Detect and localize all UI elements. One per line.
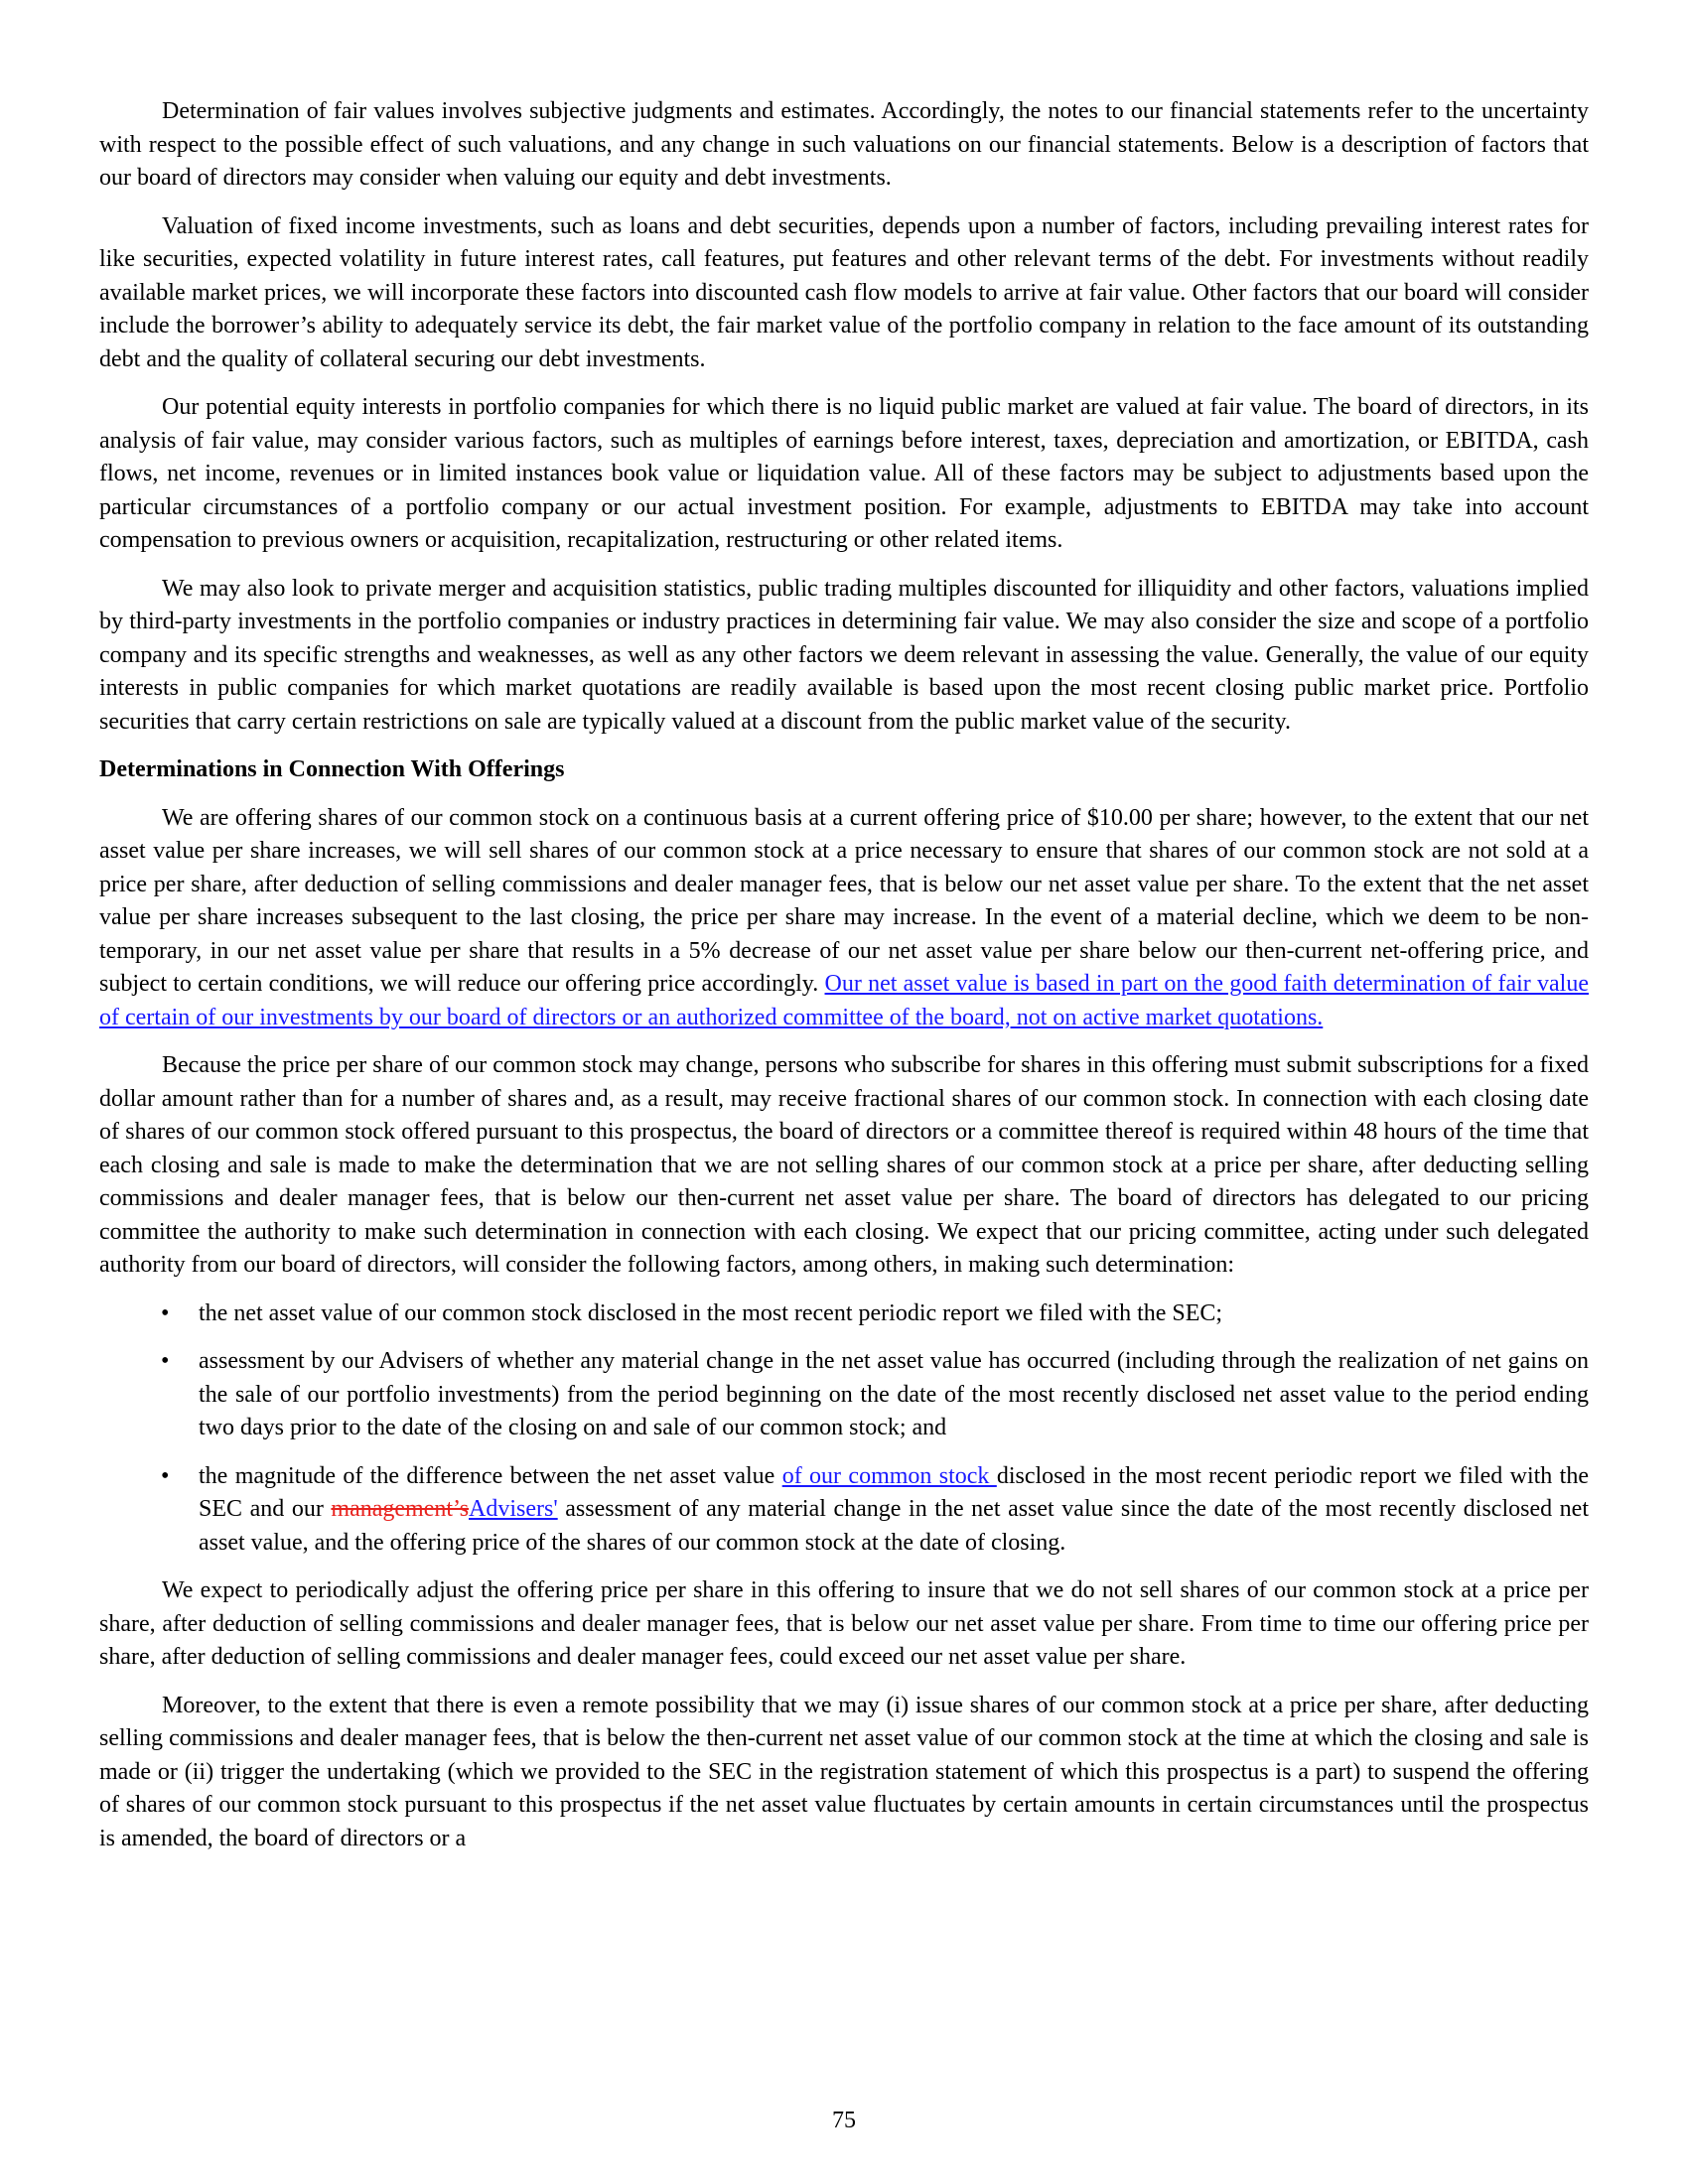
inserted-text-advisers: Advisers' [469,1496,558,1522]
paragraph-equity-interests-valuation: Our potential equity interests in portfolio companies for which there is no liquid public market are valued at fair value. The board of directors, in its analysis of fair value, may consider various factors, such as multiples of earnings before interest, taxes, depreciation and amortization, or EBITDA, cash flows, net income, revenues or in limited instances book value or liquidation value. All of these factors may be subject to adjustments based upon the particular circumstances of a portfolio company or our actual investment position. For example, adjustments to EBITDA may take into account compensation to previous owners or acquisition, recapitalization, restructuring or other related items. [99,394,1589,553]
paragraph-periodic-adjustment: We expect to periodically adjust the offering price per share in this offering to insure that we do not sell shares of our common stock at a price per share, after deduction of selling commissions and dealer manager fees, that is below our net asset value per share. From time to time our offering price per share, after deduction of selling commissions and dealer manager fees, could exceed our net asset value per share. [99,1577,1589,1670]
page-number: 75 [832,2108,856,2133]
list-item [99,1345,1589,1445]
paragraph-offering-price [99,802,1589,1035]
bullet-text: disclosed in the most recent periodic report we filed with the SEC and our [199,1462,1590,1522]
paragraph-remote-possibility: Moreover, to the extent that there is even a remote possibility that we may (i) issue shares of our common stock at a price per share, after deducting selling commissions and dealer manager fees, that is below the then-current net asset value of our common stock at the time at which the closing and sale is made or (ii) trigger the undertaking (which we provided to the SEC in the registration statement of which this prospectus is a part) to suspend the offering of shares of our common stock pursuant to this prospectus if the net asset value fluctuates by certain amounts in certain circumstances until the prospectus is amended, the board of directors or a [99,1692,1589,1851]
list-item [99,1297,1589,1331]
bullet-marker: • [161,1299,170,1326]
paragraph-merger-statistics: We may also look to private merger and acquisition statistics, public trading multiples discounted for illiquidity and other factors, valuations implied by third-party investments in the portfolio companies or industry practices in determining fair value. We may also consider the size and scope of a portfolio company and its specific strengths and weaknesses, as well as any other factors we deem relevant in assessing the value. Generally, the value of our equity interests in public companies for which market quotations are readily available is based upon the most recent closing public market price. Portfolio securities that carry certain restrictions on sale are typically valued at a discount from the public market value of the security. [99,575,1589,735]
offering-text: We are offering shares of our common stock on a continuous basis at a current offering price of $10.00 per share; however, to the extent that our net asset value per share increases, we will sell shares of our common stock at a price necessary to ensure that shares of our common stock are not sold at a price per share, after deduction of selling commissions and dealer manager fees, that is below our net asset value per share. To the extent that the net asset value per share increases subsequent to the last closing, the price per share may increase. In the event of a material decline, which we deem to be non-temporary, in our net asset value per share that results in a 5% decrease of our net asset value per share below our then-current net-offering price, and subject to certain conditions, we will reduce our offering price accordingly. [99,804,1589,997]
section-heading-offerings: Determinations in Connection With Offerings [99,756,565,782]
bullet-text: the magnitude of the difference between the net asset value [199,1462,782,1489]
inserted-text-common-stock: of our common stock [781,1462,997,1489]
inserted-text-nav-basis: Our net asset value is based in part on the good faith determination of fair value of certain of our investments by our board of directors or an authorized committee of the board, not on active market quotations. [99,971,1590,1030]
bullet-text: assessment by our Advisers of whether any material change in the net asset value has occurred (including through the realization of net gains on the sale of our portfolio investments) from the period beginning on the date of the most recently disclosed net asset value to the period ending two days prior to the date of the closing on and sale of our common stock; and [199,1348,1589,1440]
paragraph-fixed-income-valuation: Valuation of fixed income investments, such as loans and debt securities, depends upon a number of factors, including prevailing interest rates for like securities, expected volatility in future interest rates, call features, put features and other relevant terms of the debt. For investments without readily available market prices, we will incorporate these factors into discounted cash flow models to arrive at fair value. Other factors that our board will consider include the borrower’s ability to adequately service its debt, the fair market value of the portfolio company in relation to the face amount of its outstanding debt and the quality of collateral securing our debt investments. [99,212,1589,372]
determination-factors-list [99,1297,1589,1561]
document-page [99,95,1589,1870]
bullet-text: the net asset value of our common stock disclosed in the most recent periodic report we filed with the SEC; [199,1299,1223,1326]
bullet-text: assessment of any material change in the net asset value since the date of the most recently disclosed net asset value, and the offering price of the shares of our common stock at the date of closing. [199,1496,1589,1556]
list-item [99,1460,1589,1561]
paragraph-fair-value-determination: Determination of fair values involves subjective judgments and estimates. Accordingly, the notes to our financial statements refer to the uncertainty with respect to the possible effect of such valuations, and any change in such valuations on our financial statements. Below is a description of factors that our board of directors may consider when valuing our equity and debt investments. [99,98,1589,191]
paragraph-price-per-share: Because the price per share of our common stock may change, persons who subscribe for shares in this offering must submit subscriptions for a fixed dollar amount rather than for a number of shares and, as a result, may receive fractional shares of our common stock. In connection with each closing date of shares of our common stock offered pursuant to this prospectus, the board of directors or a committee thereof is required within 48 hours of the time that each closing and sale is made to make the determination that we are not selling shares of our common stock at a price per share, after deducting selling commissions and dealer manager fees, that is below our then-current net asset value per share. The board of directors has delegated to our pricing committee the authority to make such determination in connection with each closing. We expect that our pricing committee, acting under such delegated authority from our board of directors, will consider the following factors, among others, in making such determination: [99,1052,1589,1278]
bullet-marker: • [161,1462,170,1489]
bullet-marker: • [161,1348,170,1374]
deleted-text-management: management’s [331,1496,470,1522]
